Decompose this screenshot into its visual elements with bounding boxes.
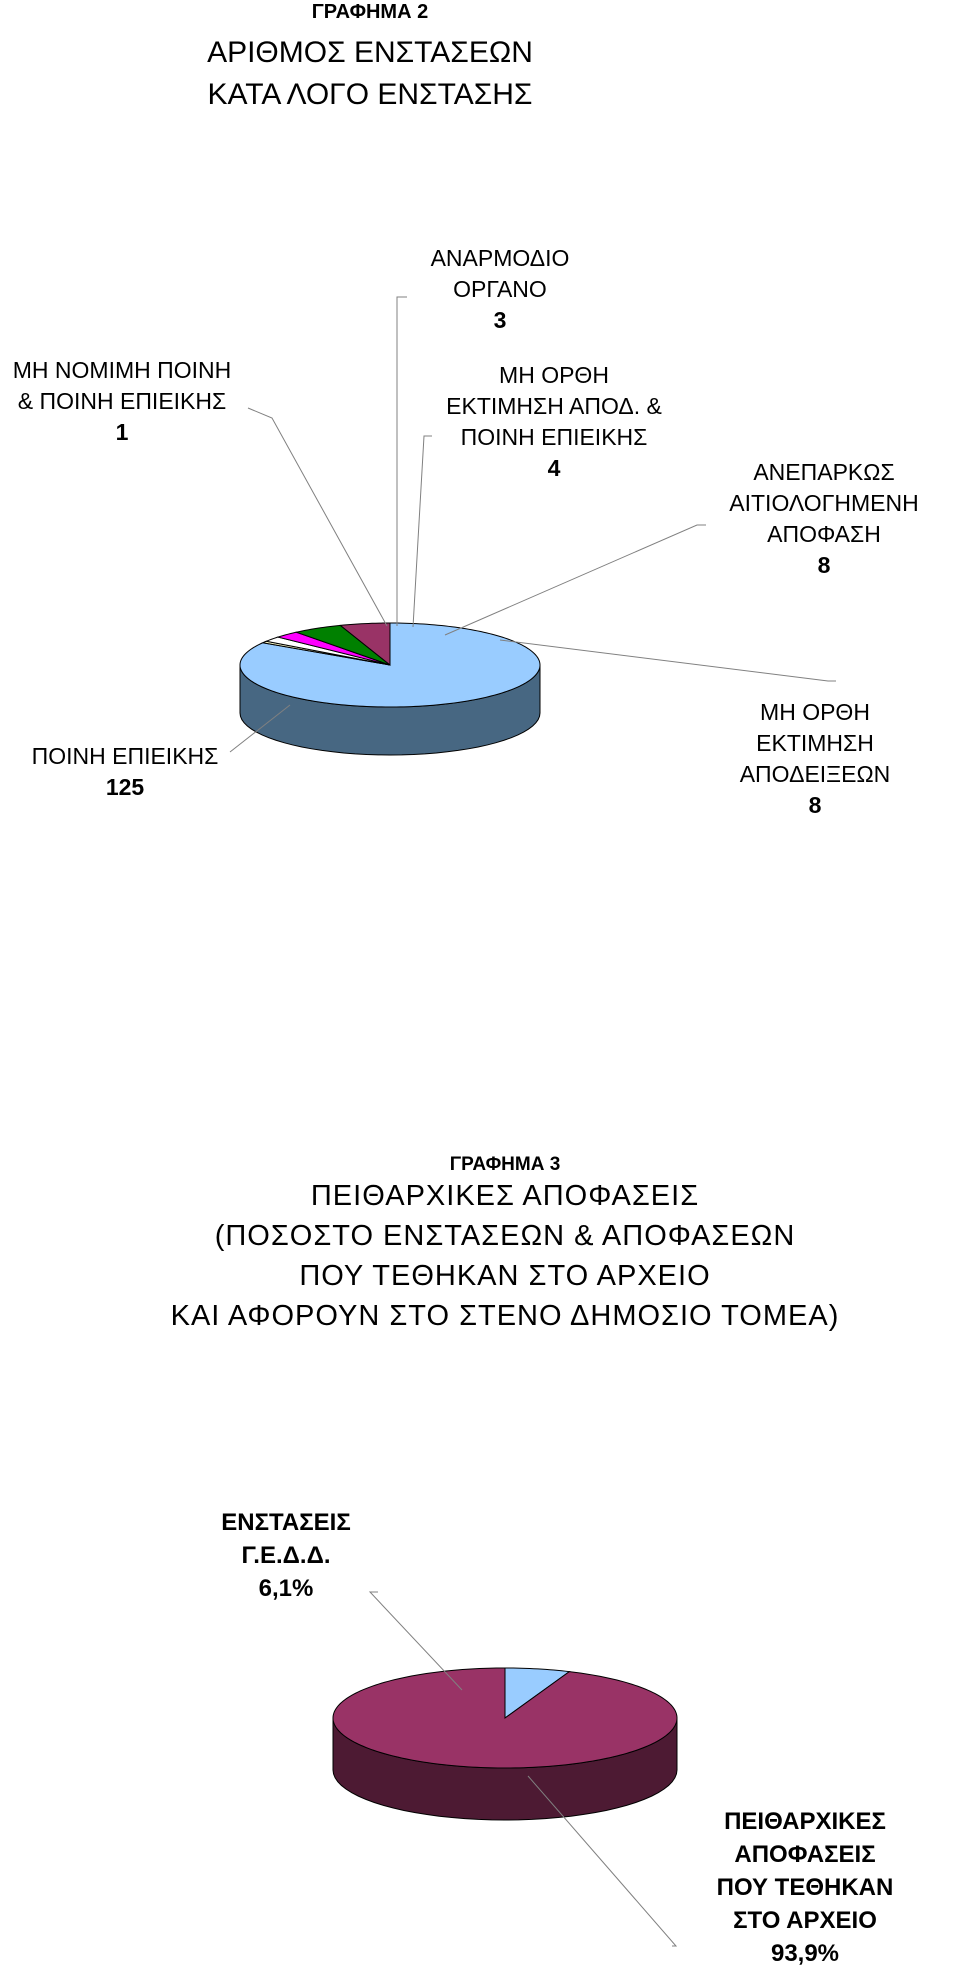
chart1-slice-value-5: 8 — [808, 792, 822, 818]
chart1-slice-name-5: ΕΚΤΙΜΗΣΗ — [756, 730, 874, 756]
chart2-pie — [221, 1509, 893, 1967]
chart1-slice-name-2: ΑΝΑΡΜΟΔΙΟ — [430, 245, 570, 271]
chart1-slice-label-4 — [445, 459, 919, 635]
chart1-leader-line-1 — [248, 408, 387, 626]
chart1-slice-label-3 — [413, 362, 662, 627]
chart2-slice-value-1: 93,9% — [770, 1940, 840, 1967]
chart1-slice-name-3: ΠΟΙΝΗ ΕΠΙΕΙΚΗΣ — [460, 424, 648, 450]
chart2-title-line1: ΠΕΙΘΑΡΧΙΚΕΣ ΑΠΟΦΑΣΕΙΣ — [310, 1180, 700, 1212]
chart1-leader-line-2 — [397, 297, 407, 626]
chart1-slice-name-5: ΜΗ ΟΡΘΗ — [760, 699, 870, 725]
chart2-slice-name-1: ΑΠΟΦΑΣΕΙΣ — [734, 1841, 876, 1868]
chart1-slice-name-4: ΑΝΕΠΑΡΚΩΣ — [753, 459, 895, 485]
chart1-slice-name-4: ΑΠΟΦΑΣΗ — [767, 521, 881, 547]
chart2-title-line4: ΚΑΙ ΑΦΟΡΟΥΝ ΣΤΟ ΣΤΕΝΟ ΔΗΜΟΣΙΟ ΤΟΜΕΑ) — [170, 1300, 840, 1332]
chart2-slice-name-1: ΣΤΟ ΑΡΧΕΙΟ — [733, 1907, 877, 1934]
chart1-slice-name-0: ΠΟΙΝΗ ΕΠΙΕΙΚΗΣ — [31, 743, 219, 769]
chart1-slice-name-2: ΟΡΓΑΝΟ — [453, 276, 547, 302]
chart1-slice-value-4: 8 — [817, 552, 831, 578]
chart1-slice-name-3: ΕΚΤΙΜΗΣΗ ΑΠΟΔ. & — [446, 393, 662, 419]
chart2-slice-value-0: 6,1% — [258, 1575, 314, 1602]
chart2-slice-label-0 — [221, 1509, 462, 1690]
chart2-slice-name-1: ΠΕΙΘΑΡΧΙΚΕΣ — [724, 1808, 886, 1835]
chart2-title-line3: ΠΟΥ ΤΕΘΗΚΑΝ ΣΤΟ ΑΡΧΕΙΟ — [299, 1260, 711, 1292]
chart1-leader-line-3 — [413, 436, 432, 627]
chart1-slice-label-5 — [500, 640, 890, 818]
chart2-title-line2: (ΠΟΣΟΣΤΟ ΕΝΣΤΑΣΕΩΝ & ΑΠΟΦΑΣΕΩΝ — [214, 1220, 796, 1252]
chart1-heading — [207, 1, 533, 111]
chart2-slice-name-0: Γ.Ε.Δ.Δ. — [241, 1542, 331, 1569]
chart1-title-line1: ΑΡΙΘΜΟΣ ΕΝΣΤΑΣΕΩΝ — [207, 36, 533, 69]
chart1-label: ΓΡΑΦΗΜΑ 2 — [311, 1, 429, 23]
chart2-heading — [171, 1154, 840, 1332]
chart1-pie-top — [240, 623, 540, 707]
chart2-slice-name-0: ΕΝΣΤΑΣΕΙΣ — [221, 1509, 351, 1536]
chart2-pie-top — [333, 1668, 677, 1768]
chart1-leader-line-4 — [445, 525, 706, 635]
chart1-title-line2: ΚΑΤΑ ΛΟΓΟ ΕΝΣΤΑΣΗΣ — [207, 78, 533, 111]
chart1-slice-name-4: ΑΙΤΙΟΛΟΓΗΜΕΝΗ — [729, 490, 919, 516]
chart1-slice-name-5: ΑΠΟΔΕΙΞΕΩΝ — [739, 761, 891, 787]
chart1-pie — [13, 245, 919, 818]
chart2-slice-1 — [333, 1668, 677, 1768]
chart2-slice-name-1: ΠΟΥ ΤΕΘΗΚΑΝ — [716, 1874, 894, 1901]
chart1-slice-name-1: & ΠΟΙΝΗ ΕΠΙΕΙΚΗΣ — [17, 388, 227, 414]
chart1-slice-name-1: ΜΗ ΝΟΜΙΜΗ ΠΟΙΝΗ — [12, 357, 232, 383]
chart1-slice-label-1 — [13, 357, 387, 626]
chart1-slice-value-2: 3 — [493, 307, 507, 333]
chart2-label: ΓΡΑΦΗΜΑ 3 — [449, 1154, 561, 1175]
chart1-leader-line-5 — [500, 640, 836, 681]
chart1-slice-value-3: 4 — [547, 455, 561, 481]
chart1-slice-value-1: 1 — [115, 419, 129, 445]
chart1-slice-name-3: ΜΗ ΟΡΘΗ — [499, 362, 609, 388]
chart1-slice-value-0: 125 — [105, 774, 145, 800]
